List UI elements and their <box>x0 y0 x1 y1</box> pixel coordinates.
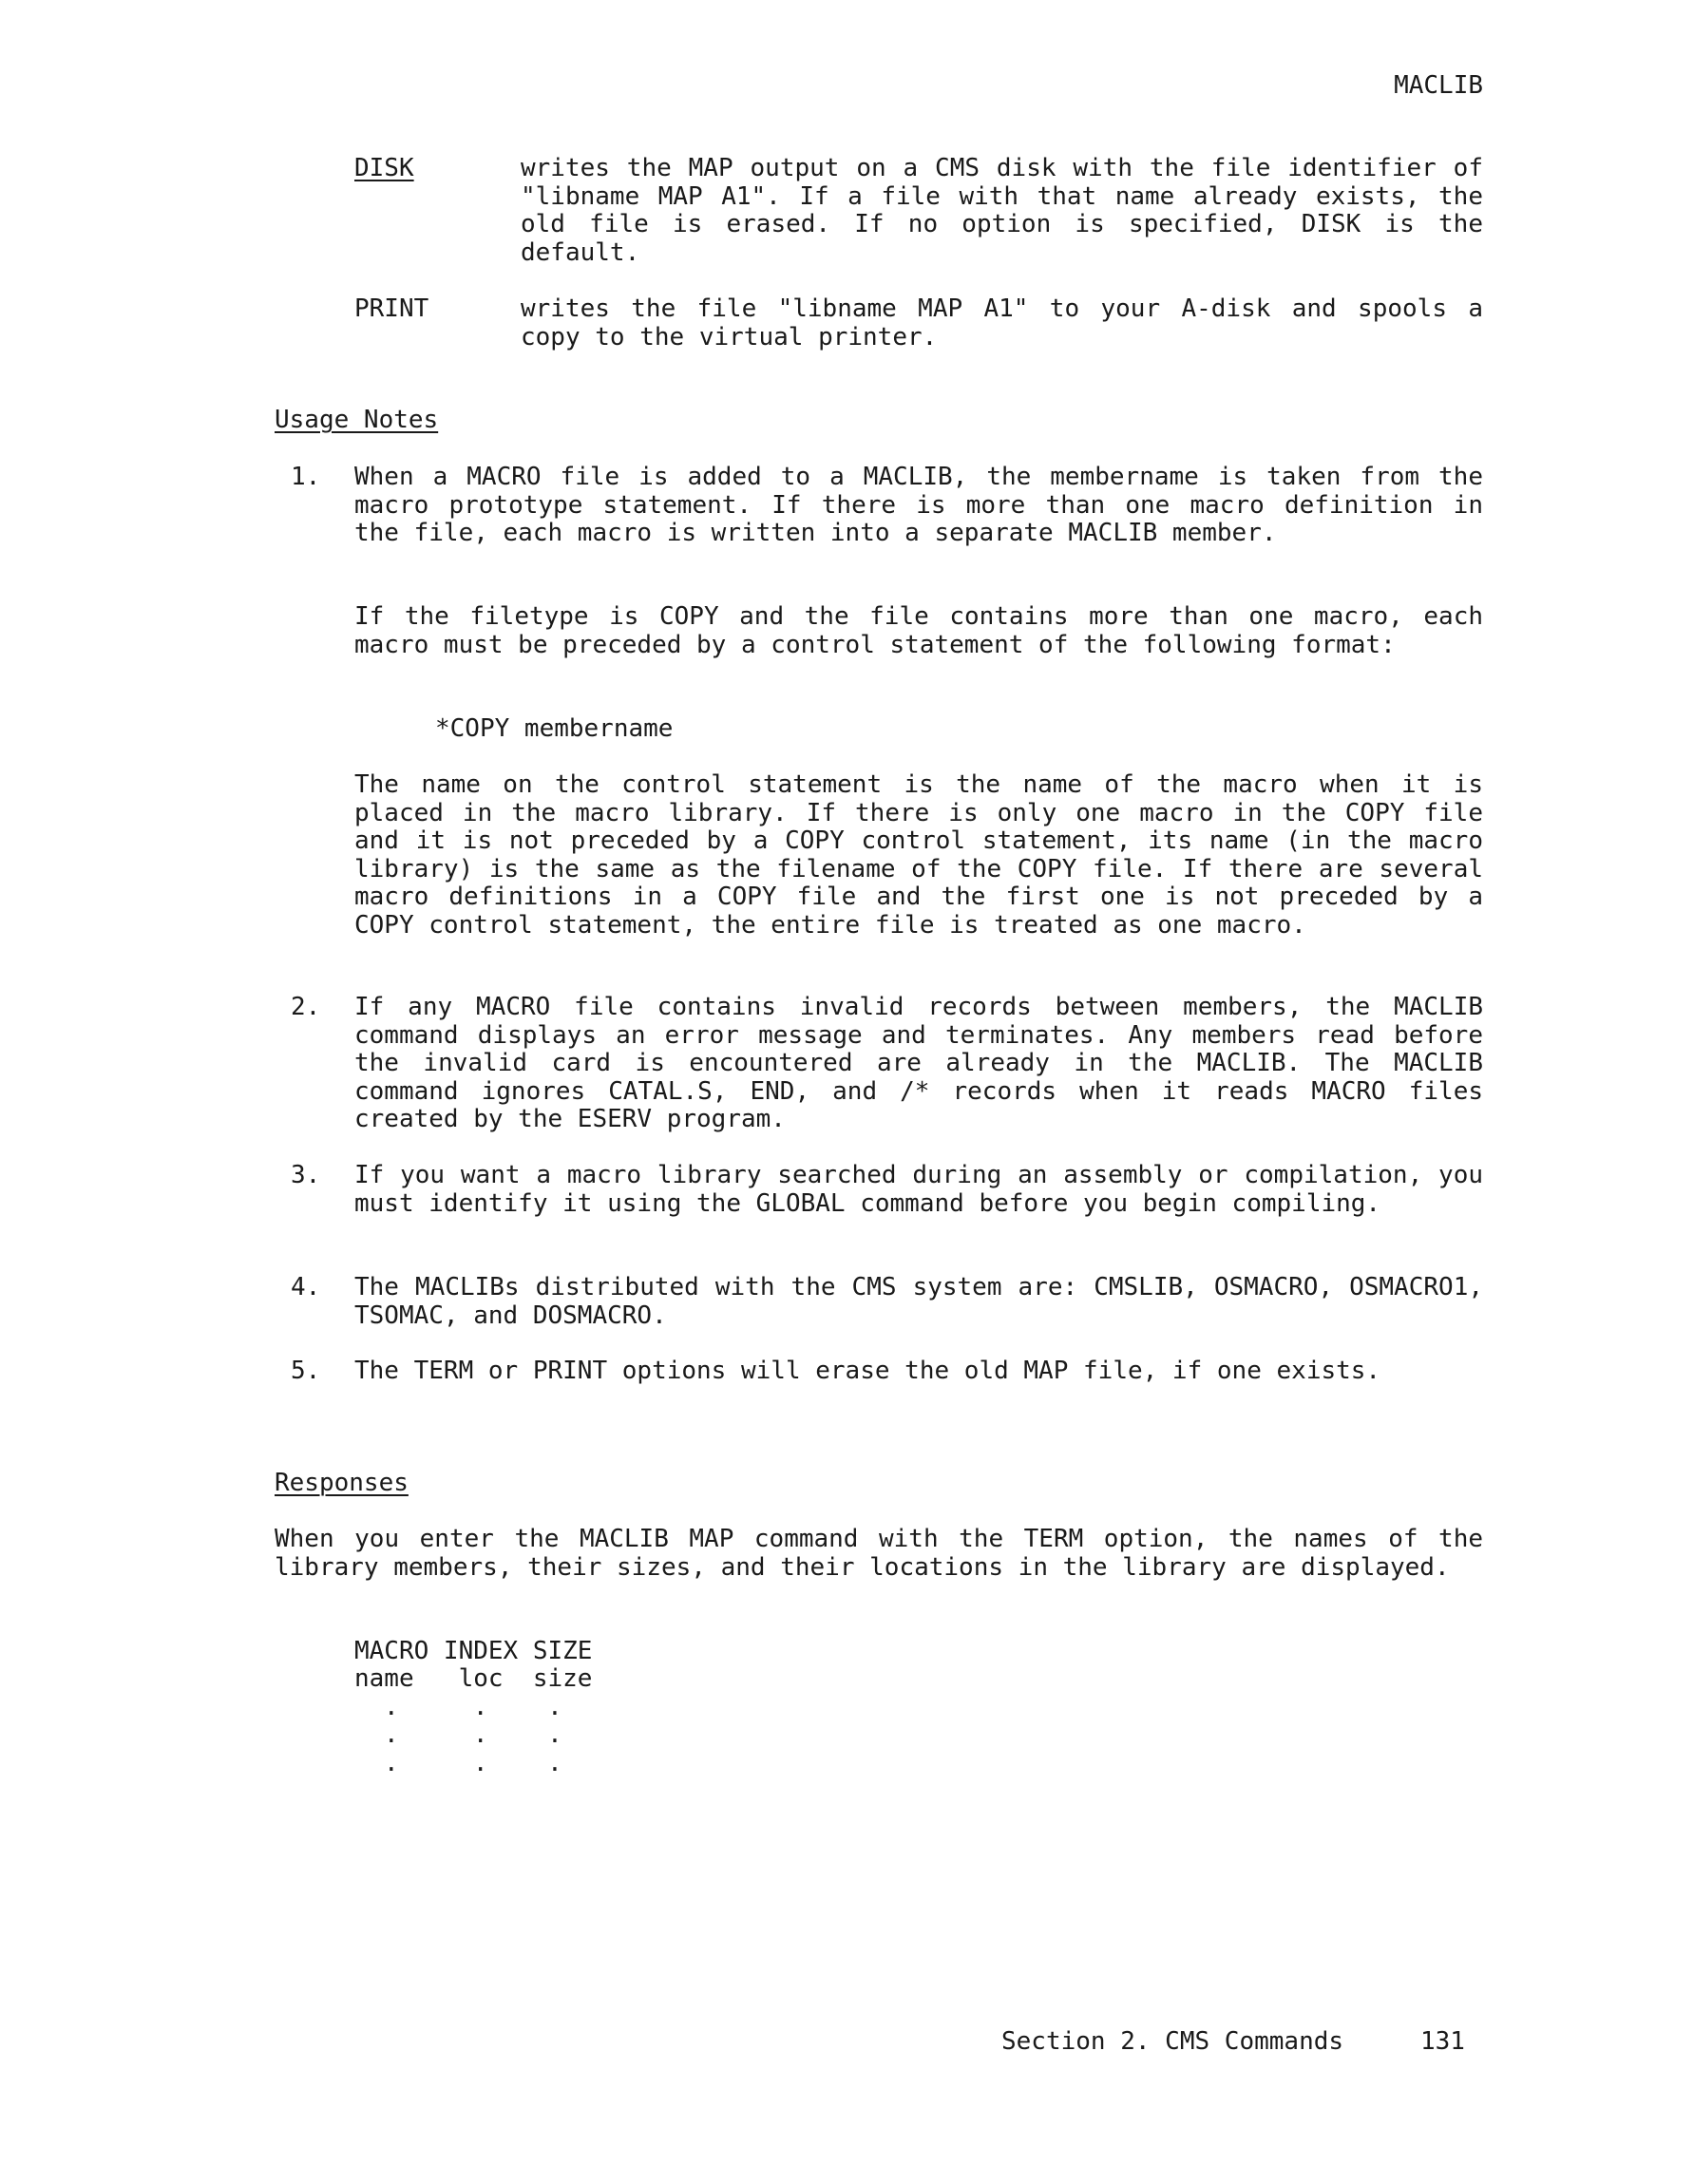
map-table-ellipsis-row: . . . <box>384 1749 562 1777</box>
note-1-number: 1. <box>291 463 321 491</box>
note-5-text: The TERM or PRINT options will erase the old MAP file, if one exists. <box>354 1357 1381 1385</box>
note-1-paragraph-3: The name on the control statement is the name of the macro when it is placed in the macro library. If there is only one macro in the COPY file and it is not preceded by a COPY control statement, its name (in the macro library) is the same as the filename of the COPY file. If there are several macro definitions in a COPY file and the first one is not preceded by a COPY control statement, the entire file is treated as one macro. <box>354 770 1483 940</box>
page-number: 131 <box>1420 2027 1465 2056</box>
responses-text: When you enter the MACLIB MAP command with the TERM option, the names of the library members, their sizes, and their locations in the library are displayed. <box>275 1525 1483 1582</box>
note-2-number: 2. <box>291 993 321 1021</box>
running-header: MACLIB <box>1394 71 1483 100</box>
option-disk-description: writes the MAP output on a CMS disk with the file identifier of "libname MAP A1". If a file with that name already exists, the old file is erased. If no option is specified, DISK is the default. <box>521 154 1483 267</box>
option-disk-name: DISK <box>354 154 414 182</box>
usage-notes-heading: Usage Notes <box>275 406 439 434</box>
option-print-description: writes the file "libname MAP A1" to your A-disk and spools a copy to the virtual printer. <box>521 294 1483 351</box>
note-5-number: 5. <box>291 1357 321 1385</box>
map-table-header: MACRO INDEX SIZE <box>354 1637 593 1665</box>
note-2-text: If any MACRO file contains invalid records between members, the MACLIB command displays an error message and terminates. Any members read before the invalid card is encountered are already in the MACLIB. The MACLIB command ignores CATAL.S, END, and /* records when it reads MACRO files created by the ESERV program. <box>354 993 1483 1133</box>
note-3-text: If you want a macro library searched during an assembly or compilation, you must identify it using the GLOBAL command before you begin compiling. <box>354 1161 1483 1218</box>
map-table-ellipsis-row: . . . <box>384 1693 562 1721</box>
note-4-number: 4. <box>291 1273 321 1301</box>
responses-heading: Responses <box>275 1469 409 1497</box>
note-1-paragraph-2: If the filetype is COPY and the file contains more than one macro, each macro must be preceded by a control statement of the following format: <box>354 602 1483 659</box>
note-3-number: 3. <box>291 1161 321 1189</box>
map-table-ellipsis-row: . . . <box>384 1720 562 1749</box>
note-1-paragraph-1: When a MACRO file is added to a MACLIB, the membername is taken from the macro prototype statement. If there is more than one macro definition in the file, each macro is written into a separate MACLIB member. <box>354 463 1483 547</box>
note-4-text: The MACLIBs distributed with the CMS system are: CMSLIB, OSMACRO, OSMACRO1, TSOMAC, and DOSMACRO. <box>354 1273 1483 1330</box>
copy-statement-format: *COPY membername <box>435 714 674 743</box>
map-table-row: name loc size <box>354 1664 593 1693</box>
footer-section-title: Section 2. CMS Commands <box>1001 2027 1344 2056</box>
option-print-name: PRINT <box>354 294 429 323</box>
